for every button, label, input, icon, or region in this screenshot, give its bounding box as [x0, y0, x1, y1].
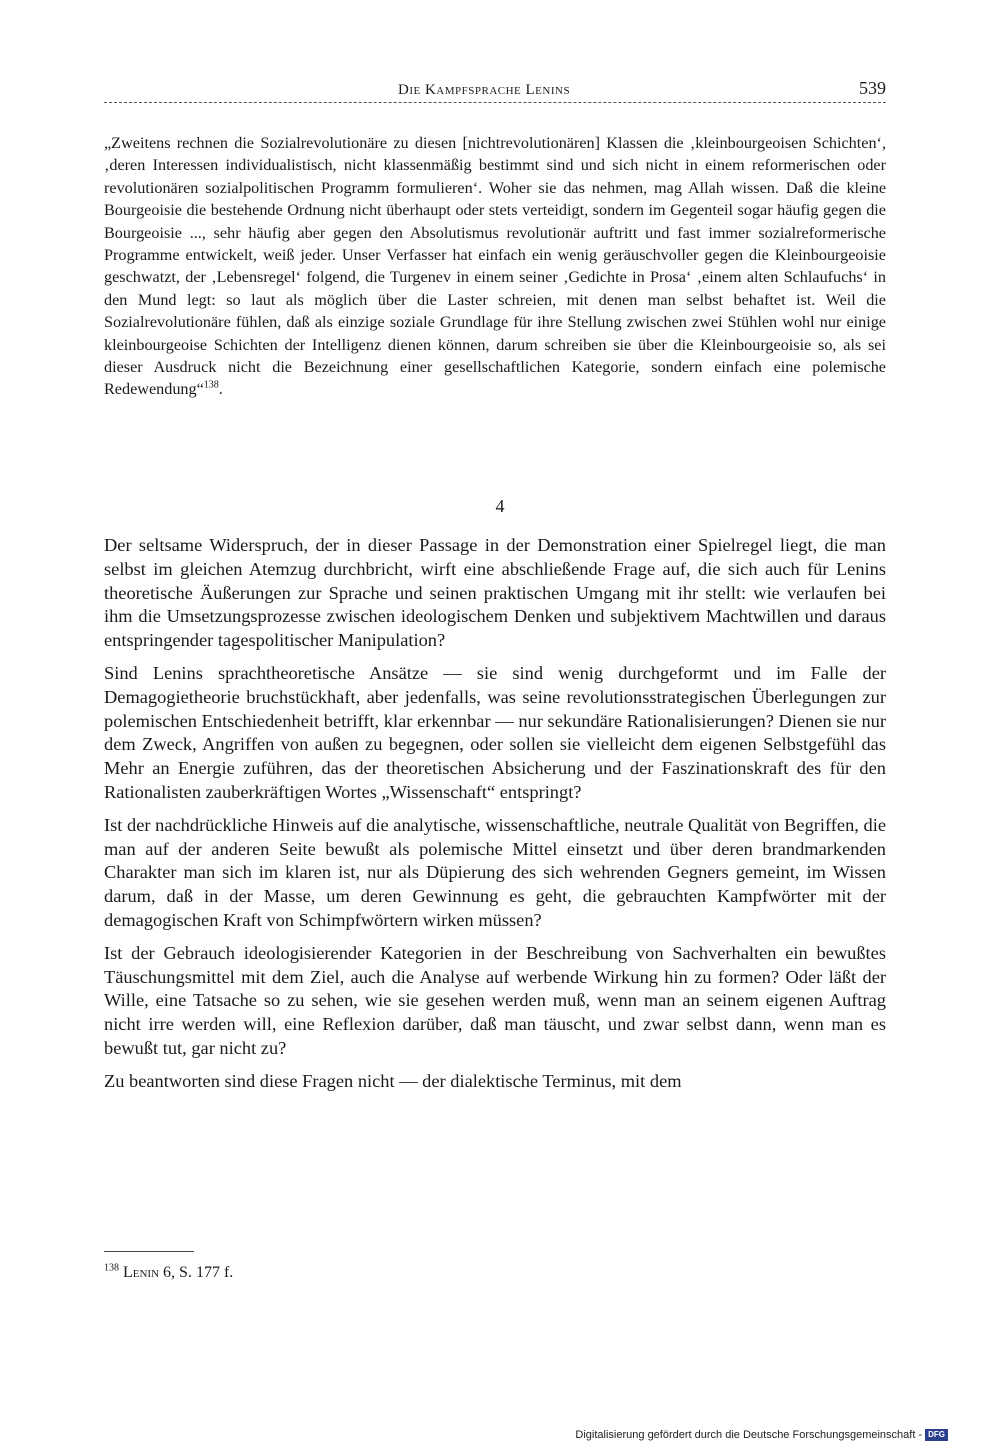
footnote — [104, 1264, 233, 1282]
running-header — [104, 78, 886, 106]
footnote-rule — [104, 1251, 194, 1252]
paragraph: Der seltsame Widerspruch, der in dieser Passage in der Demonstration einer Spielregel liegt, die man selbst im gleichen Atemzug durchbricht, wirft eine abschließende Frage auf, die sich auch für Lenins theoretische Äußerungen zur Sprache und seinen praktischen Umgang mit ihr stellt: wie verlaufen bei ihm die Umsetzungsprozesse zwischen ideologischem Denken und subjektivem Machtwillen und daraus entspringender tagespolitischer Manipulation? — [104, 535, 886, 651]
dfg-logo: DFG — [925, 1429, 948, 1441]
digitization-text: Digitalisierung gefördert durch die Deutsche Forschungsgemeinschaft - — [575, 1429, 923, 1441]
paragraph: Zu beantworten sind diese Fragen nicht — der dialektische Terminus, mit dem — [104, 1070, 682, 1091]
paragraph: Sind Lenins sprachtheoretische Ansätze — sie sind wenig durchgeformt und im Falle der Demagogietheorie bruchstückhaft, aber jedenfalls, was seine revolutionsstrategischen Überlegungen zur polemischen Entschiedenheit betrifft, klar erkennbar — nur sekundäre Rationalisierungen? Dienen sie nur dem Zweck, Angriffen von außen zu begegnen, oder sollen sie vielleicht dem eigenen Selbstgefühl das Mehr an Energie zuführen, das der theoretischen Absicherung und der Faszinationskraft des für den Rationalisten zauberkräftigen Wortes „Wissenschaft“ entspringt? — [104, 662, 886, 802]
block-quote: „Zweitens rechnen die Sozialrevolutionäre zu diesen [nichtrevolutionären] Klassen die ‚kleinbourgeoisen Schichten‘, ‚deren Interessen individualistisch, nicht klassenmäßig bestimmt sind und sich nicht in einem reformerischen oder revolutionären sozialpolitischen Programm formulieren‘. Woher sie das nehmen, mag Allah wissen. Daß die kleine Bourgeoisie die bestehende Ordnung nicht überhaupt oder stets verteidigt, sondern im Gegenteil sogar häufig gegen die Bourgeoisie ..., sehr häufig aber gegen den Absolutismus revolutionär auftritt und fast immer sozialreformerische Programme entwickelt, weiß jeder. Unser Verfasser hat einfach ein wenig geräuschvoller gegen die Kleinbourgeoisie geschwatzt, der ‚Lebensregel‘ folgend, die Turgenev in einem seiner ‚Gedichte in Prosa‘ ‚einem alten Schlaufuchs‘ in den Mund legt: so laut als möglich über die Laster schreien, mit denen man selbst behaftet ist. Weil die Sozialrevolutionäre fühlen, daß als einzige soziale Grundlage für ihre Stellung zwischen zwei Stühlen wohl nur einige kleinbourgeoise Schichten der Intelligenz dienen können, darum schreiben sie über die Kleinbourgeoisie so, als sei dieser Ausdruck nicht die Bezeichnung einer gesellschaftlichen Kategorie, sondern einfach eine polemische Redewendung“$^{138}$. — [104, 134, 886, 399]
footnote-author: Lenin — [123, 1264, 160, 1281]
paragraph: Ist der nachdrückliche Hinweis auf die analytische, wissenschaftliche, neutrale Qualität von Begriffen, die man auf der anderen Seite bewußt als polemische Mittel einsetzt und über deren brandmarkenden Charakter man sich im klaren ist, nur als Düpierung des sich wehrenden Gegners gemeint, im Wissen darum, daß in der Masse, um deren Gewinnung es geht, die gebrauchten Kampfwörter mit der demagogischen Kraft von Schimpfwörtern wirken müssen? — [104, 814, 886, 930]
section-number: 4 — [495, 496, 505, 516]
body-text — [104, 534, 886, 1103]
page-number: 539 — [859, 78, 886, 98]
digitization-notice — [575, 1429, 948, 1441]
header-rule — [104, 102, 886, 103]
paragraph: Ist der Gebrauch ideologisierender Kategorien in der Beschreibung von Sachverhalten ein bewußtes Täuschungsmittel mit dem Ziel, auch die Analyse auf werbende Wirkung hin zu formen? Oder läßt der Wille, eine Tatsache so zu sehen, wie sie gesehen werden muß, wenn man an seinem eigenen Auftrag nicht irre werden will, eine Reflexion darüber, daß man täuscht, und zwar selbst dann, wenn man es bewußt tut, gar nicht zu? — [104, 942, 886, 1058]
running-title: Die Kampfsprache Lenins — [398, 82, 571, 98]
quote-text: „Zweitens rechnen die Sozialrevolutionäre zu diesen [nichtrevolutionären] Klassen die ‚kleinbourgeoisen Schichten‘, ‚deren Interessen individualistisch, nicht klassenmäßig bestimmt sind und sich nicht in einem reformerischen oder revolutionären sozialpolitischen Programm formulieren‘. Woher sie das nehmen, mag Allah wissen. Daß die kleine Bourgeoisie die bestehende Ordnung nicht überhaupt oder stets verteidigt, sondern im Gegenteil sogar häufig gegen die Bourgeoisie ..., sehr häufig aber gegen den Absolutismus revolutionär auftritt und fast immer sozialreformerische Programme entwickelt, weiß jeder. Unser Verfasser hat einfach ein wenig geräuschvoller gegen die Kleinbourgeoisie geschwatzt, der ‚Lebensregel‘ folgend, die Turgenev in einem seiner ‚Gedichte in Prosa‘ ‚einem alten Schlaufuchs‘ in den Mund legt: so laut als möglich über die Laster schreien, mit denen man selbst behaftet ist. Weil die Sozialrevolutionäre fühlen, daß als einzige soziale Grundlage für ihre Stellung zwischen zwei Stühlen wohl nur einige kleinbourgeoise Schichten der Intelligenz dienen können, darum schreiben sie über die Kleinbourgeoisie so, als sei dieser Ausdruck nicht die Bezeichnung einer gesellschaftlichen Kategorie, sondern einfach eine polemische Redewendung“ — [104, 134, 886, 399]
footnote-number: 138 — [104, 1262, 119, 1274]
footnote-reference[interactable]: 138 — [203, 380, 219, 392]
footnote-citation: 6, S. 177 f. — [163, 1264, 234, 1281]
